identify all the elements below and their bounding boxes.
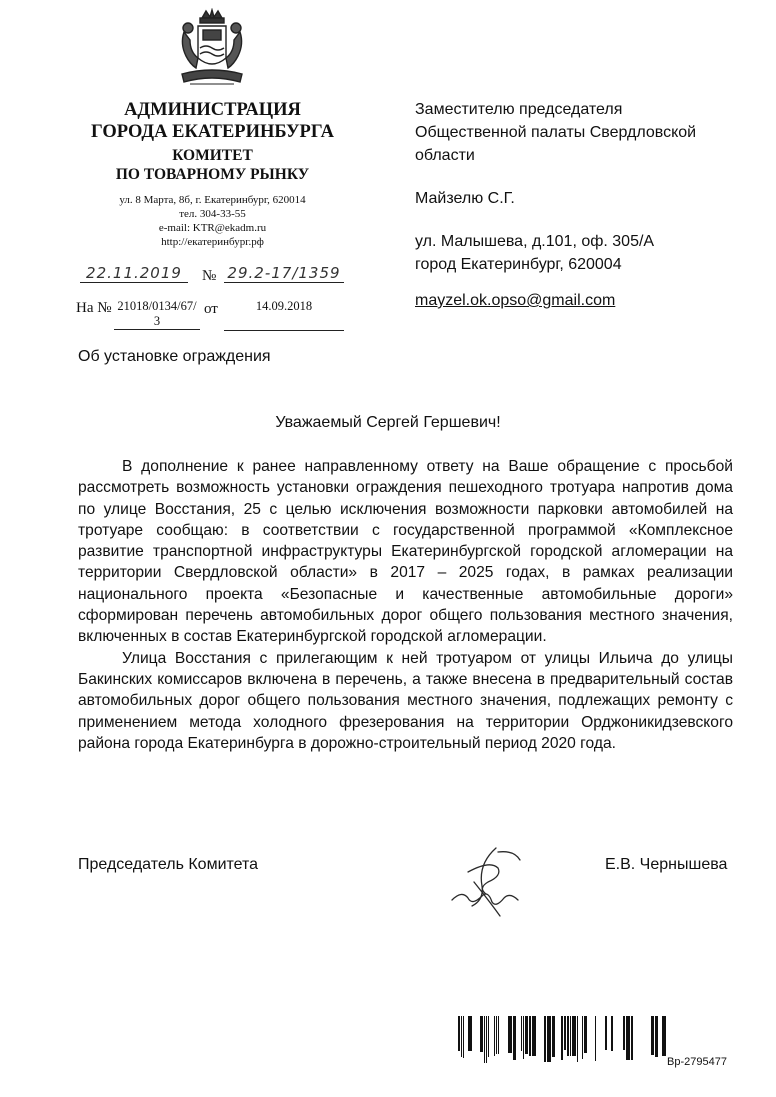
registration-number-sign: № [202, 268, 217, 284]
barcode-bar [577, 1016, 578, 1062]
reply-to-number [114, 299, 200, 330]
reply-from-label: от [204, 301, 218, 317]
city-emblem-icon [176, 8, 248, 94]
barcode-bar [496, 1016, 497, 1054]
barcode-bar [480, 1016, 483, 1052]
barcode-bar [572, 1016, 576, 1056]
sender-committee [60, 146, 365, 184]
signatory-title: Председатель Комитета [78, 856, 259, 873]
barcode-bar [461, 1016, 462, 1057]
barcode-bar [494, 1016, 495, 1056]
sender-committee-line1: КОМИТЕТ [172, 147, 253, 164]
barcode-bar [655, 1016, 658, 1057]
reply-to-date: 14.09.2018 [224, 299, 344, 331]
recipient-line2: Общественной палаты Свердловской [415, 124, 697, 141]
letter-greeting: Уважаемый Сергей Гершевич! [275, 414, 501, 431]
sender-address: ул. 8 Марта, 8б, г. Екатеринбург, 620014 [119, 194, 306, 206]
sender-organization [60, 99, 365, 143]
barcode-bar [498, 1016, 499, 1054]
sender-website: http://екатеринбург.рф [161, 236, 264, 248]
recipient-address-line1: ул. Малышева, д.101, оф. 305/А [415, 233, 655, 250]
recipient-email: mayzel.ok.opso@gmail.com [415, 292, 616, 309]
barcode-bar [508, 1016, 512, 1053]
recipient-address-line2: город Екатеринбург, 620004 [415, 256, 622, 273]
body-paragraph-2: Улица Восстания с прилегающим к ней тротуаром от улицы Ильича до улицы Бакинских комиссаров включена в перечень, а также внесена в предварительный состав автомобильных дорог общего пользования местного значения, подлежащих ремонту с применением метода холодного фрезерования на территории Орджоникидзевского района города Екатеринбурга в дорожно-строительный период 2020 года. [78, 649, 733, 752]
reply-to-number-line2: 3 [153, 314, 161, 328]
barcode-bar [552, 1016, 555, 1057]
signatory-name: Е.В. Чернышева [605, 856, 728, 873]
sender-committee-line2: ПО ТОВАРНОМУ РЫНКУ [115, 166, 310, 183]
recipient-line3: области [415, 147, 475, 164]
barcode-bar [570, 1016, 571, 1056]
letter-body [78, 456, 733, 754]
barcode-bar [488, 1016, 489, 1057]
barcode-bar [623, 1016, 625, 1050]
barcode-bar [484, 1016, 485, 1063]
barcode-bar [529, 1016, 531, 1056]
body-paragraph-1: В дополнение к ранее направленному ответу на Ваше обращение с просьбой рассмотреть возможность установки ограждения пешеходного тротуара напротив дома по улице Восстания, 25 с целью исключения возможности парковки автомобилей на тротуаре сообщаю: в соответствии с государственной программой «Комплексное развитие транспортной инфраструктуры Екатеринбургской городской агломерации на территории Свердловской области» в 2017 – 2025 годах, в рамках реализации национального проекта «Безопасные и качественные автомобильные дороги» сформирован перечень автомобильных дорог общего пользования местного значения, включенных в состав Екатеринбургской городской агломерации. [78, 458, 733, 646]
barcode-bar [631, 1016, 633, 1060]
barcode-bar [564, 1016, 566, 1050]
barcode-bar [561, 1016, 563, 1060]
letter-subject: Об установке ограждения [78, 348, 271, 365]
barcode-bar [468, 1016, 472, 1051]
barcode-bar [513, 1016, 516, 1060]
barcode-bar [595, 1016, 596, 1061]
reply-to-number-line1: 21018/0134/67/ [117, 299, 197, 313]
registration-number: 29.2-17/1359 [224, 264, 344, 283]
barcode-bar [662, 1016, 666, 1056]
recipient-block [415, 98, 745, 312]
barcode-bar [521, 1016, 522, 1051]
sender-org-line2: ГОРОДА ЕКАТЕРИНБУРГА [91, 122, 334, 142]
barcode-bar [567, 1016, 569, 1056]
barcode-bar [458, 1016, 460, 1051]
handwritten-signature-icon [438, 842, 538, 920]
barcode-bar [582, 1016, 583, 1059]
barcode-bar [611, 1016, 613, 1051]
barcode-bar [626, 1016, 630, 1060]
sender-email: e-mail: KTR@ekadm.ru [158, 222, 267, 234]
barcode-bar [532, 1016, 536, 1056]
registration-date: 22.11.2019 [80, 264, 188, 283]
sender-phone: тел. 304-33-55 [179, 208, 246, 220]
barcode-bar [547, 1016, 551, 1062]
barcode-bar [463, 1016, 464, 1058]
reply-to-label: На № [76, 300, 112, 316]
sender-org-line1: АДМИНИСТРАЦИЯ [124, 100, 301, 120]
barcode-bar [651, 1016, 654, 1055]
barcode-bar [525, 1016, 528, 1054]
recipient-name: Майзелю С.Г. [415, 190, 515, 207]
barcode-label: Вр-2795477 [667, 1056, 727, 1068]
barcode-bar [605, 1016, 607, 1050]
barcode-bar [584, 1016, 587, 1053]
barcode-bar [523, 1016, 524, 1059]
barcode-bar [544, 1016, 546, 1062]
sender-contacts [60, 193, 365, 249]
recipient-line1: Заместителю председателя [415, 101, 623, 118]
barcode-bar [486, 1016, 487, 1063]
